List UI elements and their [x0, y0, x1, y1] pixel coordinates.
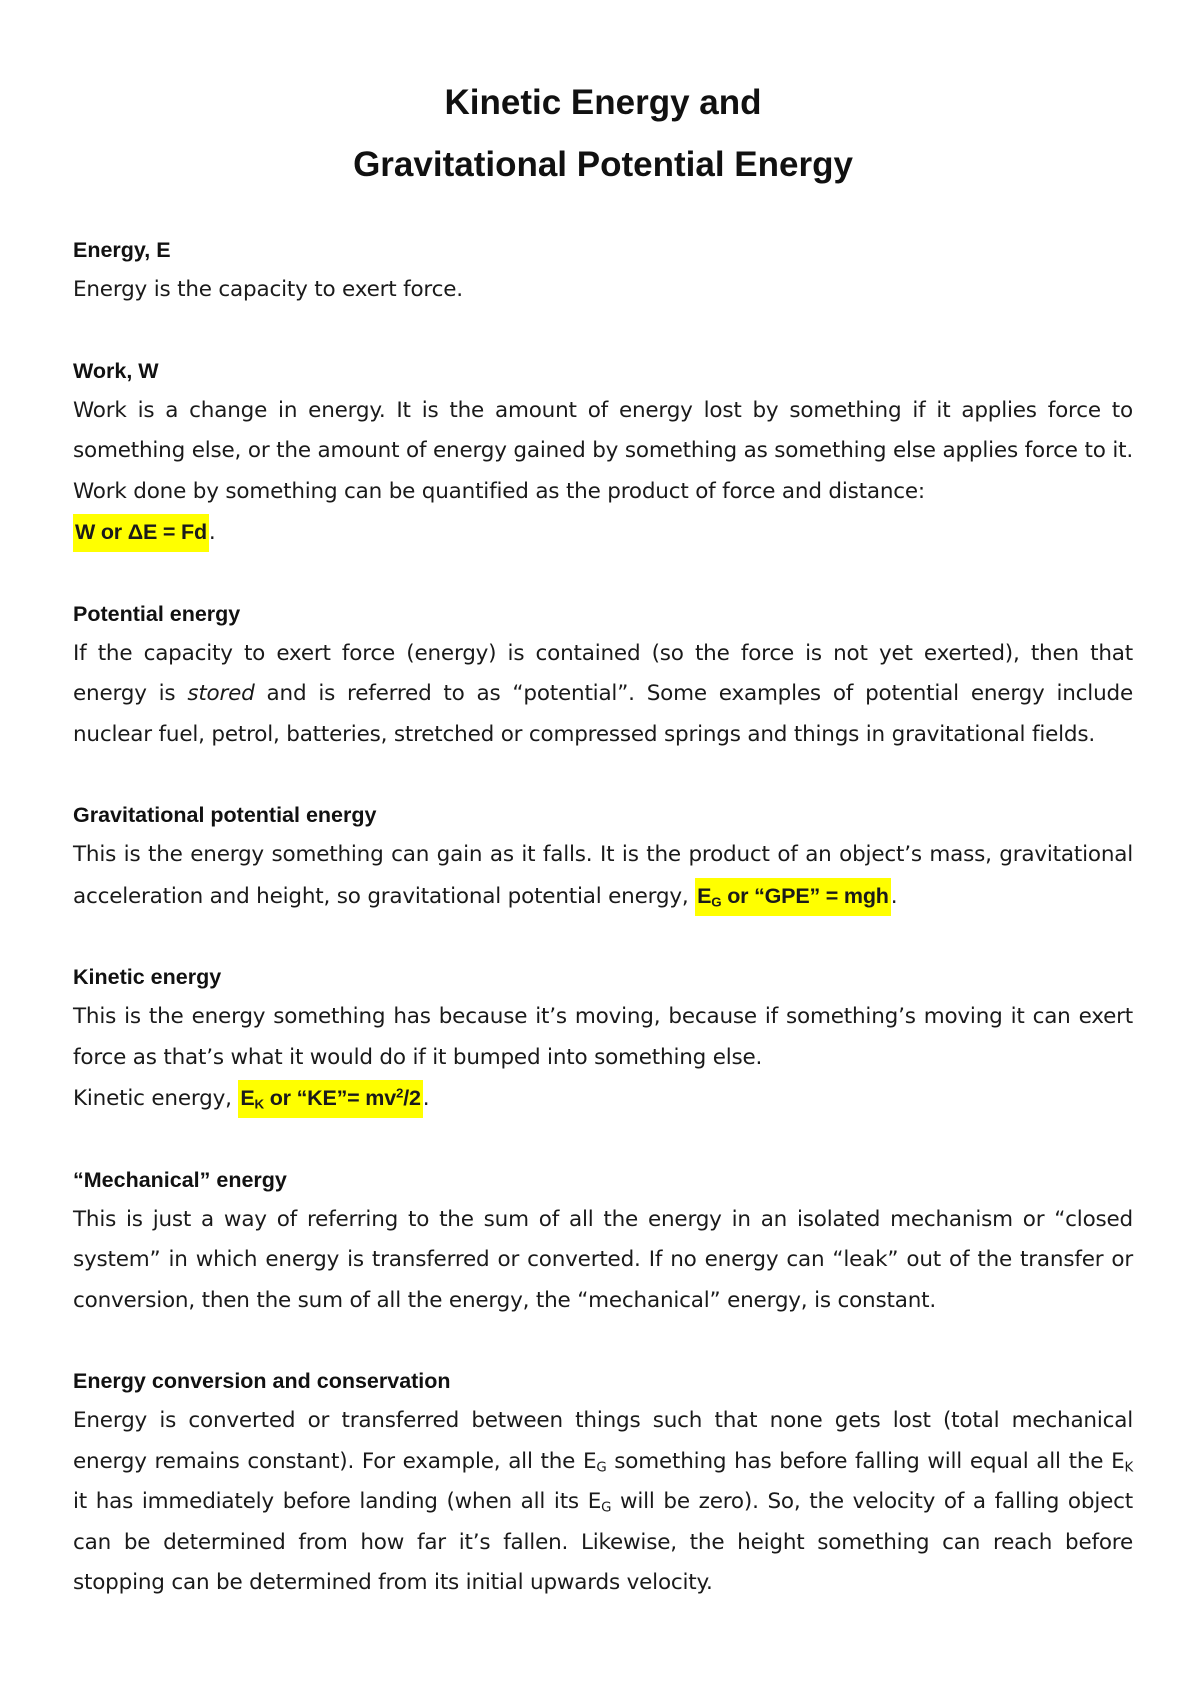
ke-formula-tail: /2 — [403, 1086, 421, 1110]
conversion-sub-2: K — [1124, 1459, 1133, 1475]
ke-formula-sub: K — [254, 1096, 264, 1112]
document-page — [73, 72, 1133, 1644]
title-line-1: Kinetic Energy and — [444, 83, 762, 122]
paragraph-mechanical-energy: This is just a way of referring to the sum of all the energy in an isolated mechanism or “closed system” in which energy is transferred or converted. If no energy can “leak” out of the transfer or conversion, then the sum of all the energy, the “mechanical” energy, is constant. — [73, 1206, 1133, 1313]
section-kinetic-energy — [73, 957, 1133, 1120]
heading-potential-energy: Potential energy — [73, 601, 241, 626]
paragraph-work: Work is a change in energy. It is the amount of energy lost by something if it applies force to something else, or the amount of energy gained by something as something else applies force to it. Work done by something can be quantified as the product of force and distance: — [73, 397, 1133, 504]
paragraph-gpe — [73, 835, 1133, 917]
gpe-formula-e: E — [697, 883, 712, 908]
work-formula-line — [73, 512, 1133, 554]
title-block — [73, 72, 1133, 196]
heading-work: Work, W — [73, 358, 159, 383]
gpe-formula — [695, 878, 891, 916]
gpe-formula-sub: G — [711, 893, 722, 909]
work-formula-end: . — [208, 520, 216, 545]
paragraph-kinetic-energy: This is the energy something has because it’s moving, because if something’s moving it can exert force as that’s what it would do if it bumped into something else. — [73, 1004, 1133, 1070]
ke-formula-sup: 2 — [395, 1085, 404, 1101]
section-gravitational-potential-energy — [73, 795, 1133, 917]
section-energy — [73, 230, 1133, 311]
conversion-sub-3: G — [601, 1500, 612, 1516]
conversion-text-2: something has before falling will equal all the — [606, 1448, 1112, 1474]
conversion-text-4: will be zero). So, the velocity of a falling object can be determined from how far it’s fallen. Likewise, the height something can reach before stopping can be determined from its initial upwards velocity. — [73, 1489, 1133, 1595]
potential-text-emphasis: stored — [187, 681, 255, 706]
heading-gpe: Gravitational potential energy — [73, 803, 377, 827]
kinetic-formula-line — [73, 1078, 1133, 1120]
conversion-text-1: Energy is converted or transferred between things such that none gets lost (total mechanical energy remains constant). For example, all the — [73, 1408, 1133, 1474]
potential-text-before: If the capacity to exert force (energy) is contained (so the force is not yet exerted), then that energy is — [73, 640, 1133, 706]
gpe-formula-rest: or “GPE” = mgh — [721, 883, 889, 908]
paragraph-potential-energy — [73, 634, 1133, 756]
heading-energy: Energy, E — [73, 238, 171, 262]
conversion-e-2: E — [1111, 1448, 1125, 1474]
heading-mechanical-energy: “Mechanical” energy — [73, 1167, 287, 1192]
work-formula: W or ΔE = Fd — [73, 514, 209, 552]
gpe-formula-end: . — [890, 883, 898, 909]
section-energy-conversion — [73, 1361, 1133, 1604]
kinetic-text-2: Kinetic energy, — [73, 1086, 239, 1111]
heading-energy-conversion: Energy conversion and conservation — [73, 1369, 451, 1393]
heading-kinetic-energy: Kinetic energy — [73, 965, 222, 989]
ke-formula-e: E — [240, 1086, 255, 1110]
title-line-2: Gravitational Potential Energy — [353, 145, 853, 184]
section-work — [73, 351, 1133, 554]
potential-text-after: and is referred to as “potential”. Some examples of potential energy include nuclear fuel, petrol, batteries, stretched or compressed springs and things in gravitational fields. — [73, 681, 1133, 747]
section-potential-energy — [73, 594, 1133, 756]
ke-formula-end: . — [422, 1086, 430, 1111]
section-mechanical-energy — [73, 1160, 1133, 1322]
paragraph-energy-conversion — [73, 1401, 1133, 1604]
paragraph-energy: Energy is the capacity to exert force. — [73, 277, 463, 302]
ke-formula-mid: or “KE”= mv — [263, 1086, 396, 1110]
conversion-e-1: E — [582, 1448, 597, 1474]
gpe-text: This is the energy something can gain as it falls. It is the product of an object’s mass, gravitational acceleration and height, so gravitational potential energy, — [73, 842, 1133, 909]
conversion-sub-1: G — [596, 1459, 607, 1475]
kinetic-formula — [238, 1080, 422, 1118]
conversion-text-3: it has immediately before landing (when all its — [73, 1489, 588, 1514]
conversion-e-3: E — [587, 1489, 602, 1514]
